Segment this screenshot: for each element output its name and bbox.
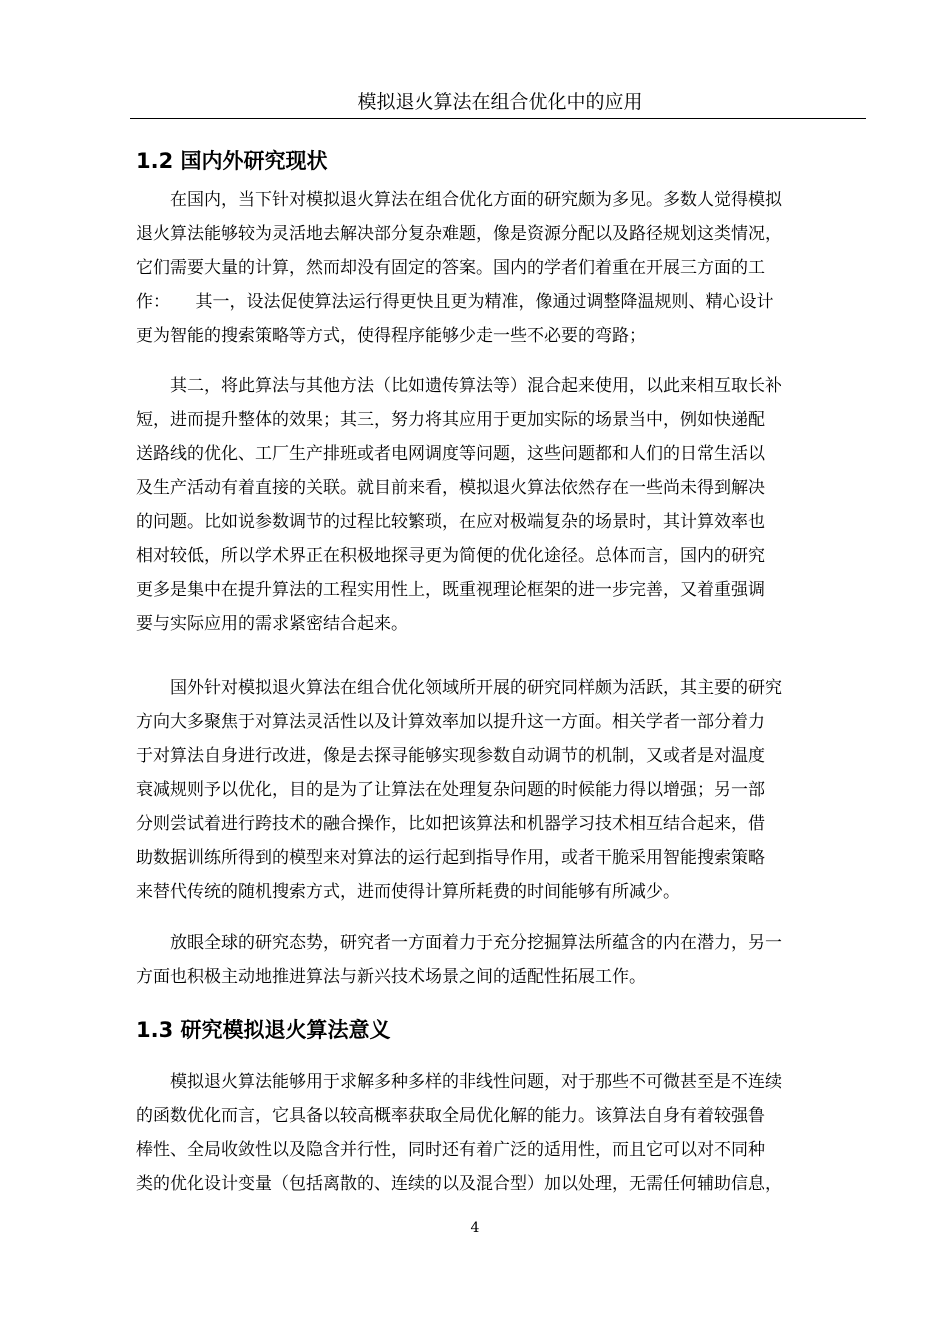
text-line: 相对较低，所以学术界正在积极地探寻更为简便的优化途径。总体而言，国内的研究 — [136, 546, 765, 566]
text-line: 方面也积极主动地推进算法与新兴技术场景之间的适配性拓展工作。 — [136, 967, 646, 987]
text-line: 来替代传统的随机搜索方式，进而使得计算所耗费的时间能够有所减少。 — [136, 882, 680, 902]
text-line: 短，进而提升整体的效果；其三，努力将其应用于更加实际的场景当中，例如快递配 — [136, 410, 765, 430]
section-heading-1-3: 1.3 研究模拟退火算法意义 — [136, 1018, 391, 1042]
text-line: 棒性、全局收敛性以及隐含并行性，同时还有着广泛的适用性，而且它可以对不同种 — [136, 1140, 765, 1160]
text-line: 国外针对模拟退火算法在组合优化领域所开展的研究同样颇为活跃，其主要的研究 — [170, 678, 782, 698]
page-number: 4 — [470, 1220, 480, 1236]
text-line: 的问题。比如说参数调节的过程比较繁琐，在应对极端复杂的场景时，其计算效率也 — [136, 512, 765, 532]
text-line: 的函数优化而言，它具备以较高概率获取全局优化解的能力。该算法自身有着较强鲁 — [136, 1106, 765, 1126]
text-line: 在国内，当下针对模拟退火算法在组合优化方面的研究颇为多见。多数人觉得模拟 — [170, 190, 782, 210]
section-heading-1-2: 1.2 国内外研究现状 — [136, 149, 328, 173]
text-line: 退火算法能够较为灵活地去解决部分复杂难题，像是资源分配以及路径规划这类情况， — [136, 224, 782, 244]
text-line: 更为智能的搜索策略等方式，使得程序能够少走一些不必要的弯路； — [136, 326, 646, 346]
text-line: 其二，将此算法与其他方法（比如遗传算法等）混合起来使用，以此来相互取长补 — [170, 376, 782, 396]
text-line: 及生产活动有着直接的关联。就目前来看，模拟退火算法依然存在一些尚未得到解决 — [136, 478, 765, 498]
text-line: 衰减规则予以优化，目的是为了让算法在处理复杂问题的时候能力得以增强；另一部 — [136, 780, 765, 800]
text-line: 放眼全球的研究态势，研究者一方面着力于充分挖掘算法所蕴含的内在潜力，另一 — [170, 933, 782, 953]
text-line: 模拟退火算法能够用于求解多种多样的非线性问题，对于那些不可微甚至是不连续 — [170, 1072, 782, 1092]
text-line: 送路线的优化、工厂生产排班或者电网调度等问题，这些问题都和人们的日常生活以 — [136, 444, 765, 464]
paragraph-foreign-research — [136, 671, 860, 909]
text-line: 方向大多聚焦于对算法灵活性以及计算效率加以提升这一方面。相关学者一部分着力 — [136, 712, 765, 732]
text-line: 要与实际应用的需求紧密结合起来。 — [136, 614, 408, 634]
text-line: 它们需要大量的计算，然而却没有固定的答案。国内的学者们着重在开展三方面的工 — [136, 258, 765, 278]
paragraph-significance — [136, 1065, 860, 1201]
text-line: 于对算法自身进行改进，像是去探寻能够实现参数自动调节的机制，又或者是对温度 — [136, 746, 765, 766]
paragraph-domestic-research-continued — [136, 369, 860, 641]
running-header: 模拟退火算法在组合优化中的应用 — [357, 91, 643, 113]
text-line: 更多是集中在提升算法的工程实用性上，既重视理论框架的进一步完善，又着重强调 — [136, 580, 765, 600]
text-line: 分则尝试着进行跨技术的融合操作，比如把该算法和机器学习技术相互结合起来，借 — [136, 814, 765, 834]
paragraph-global-trend — [136, 926, 860, 994]
header-divider — [130, 118, 866, 119]
paragraph-domestic-research — [136, 183, 860, 353]
text-line: 类的优化设计变量（包括离散的、连续的以及混合型）加以处理，无需任何辅助信息， — [136, 1174, 782, 1194]
text-line: 助数据训练所得到的模型来对算法的运行起到指导作用，或者干脆采用智能搜索策略 — [136, 848, 765, 868]
text-line: 作： 其一，设法促使算法运行得更快且更为精准，像通过调整降温规则、精心设计 — [136, 292, 774, 312]
